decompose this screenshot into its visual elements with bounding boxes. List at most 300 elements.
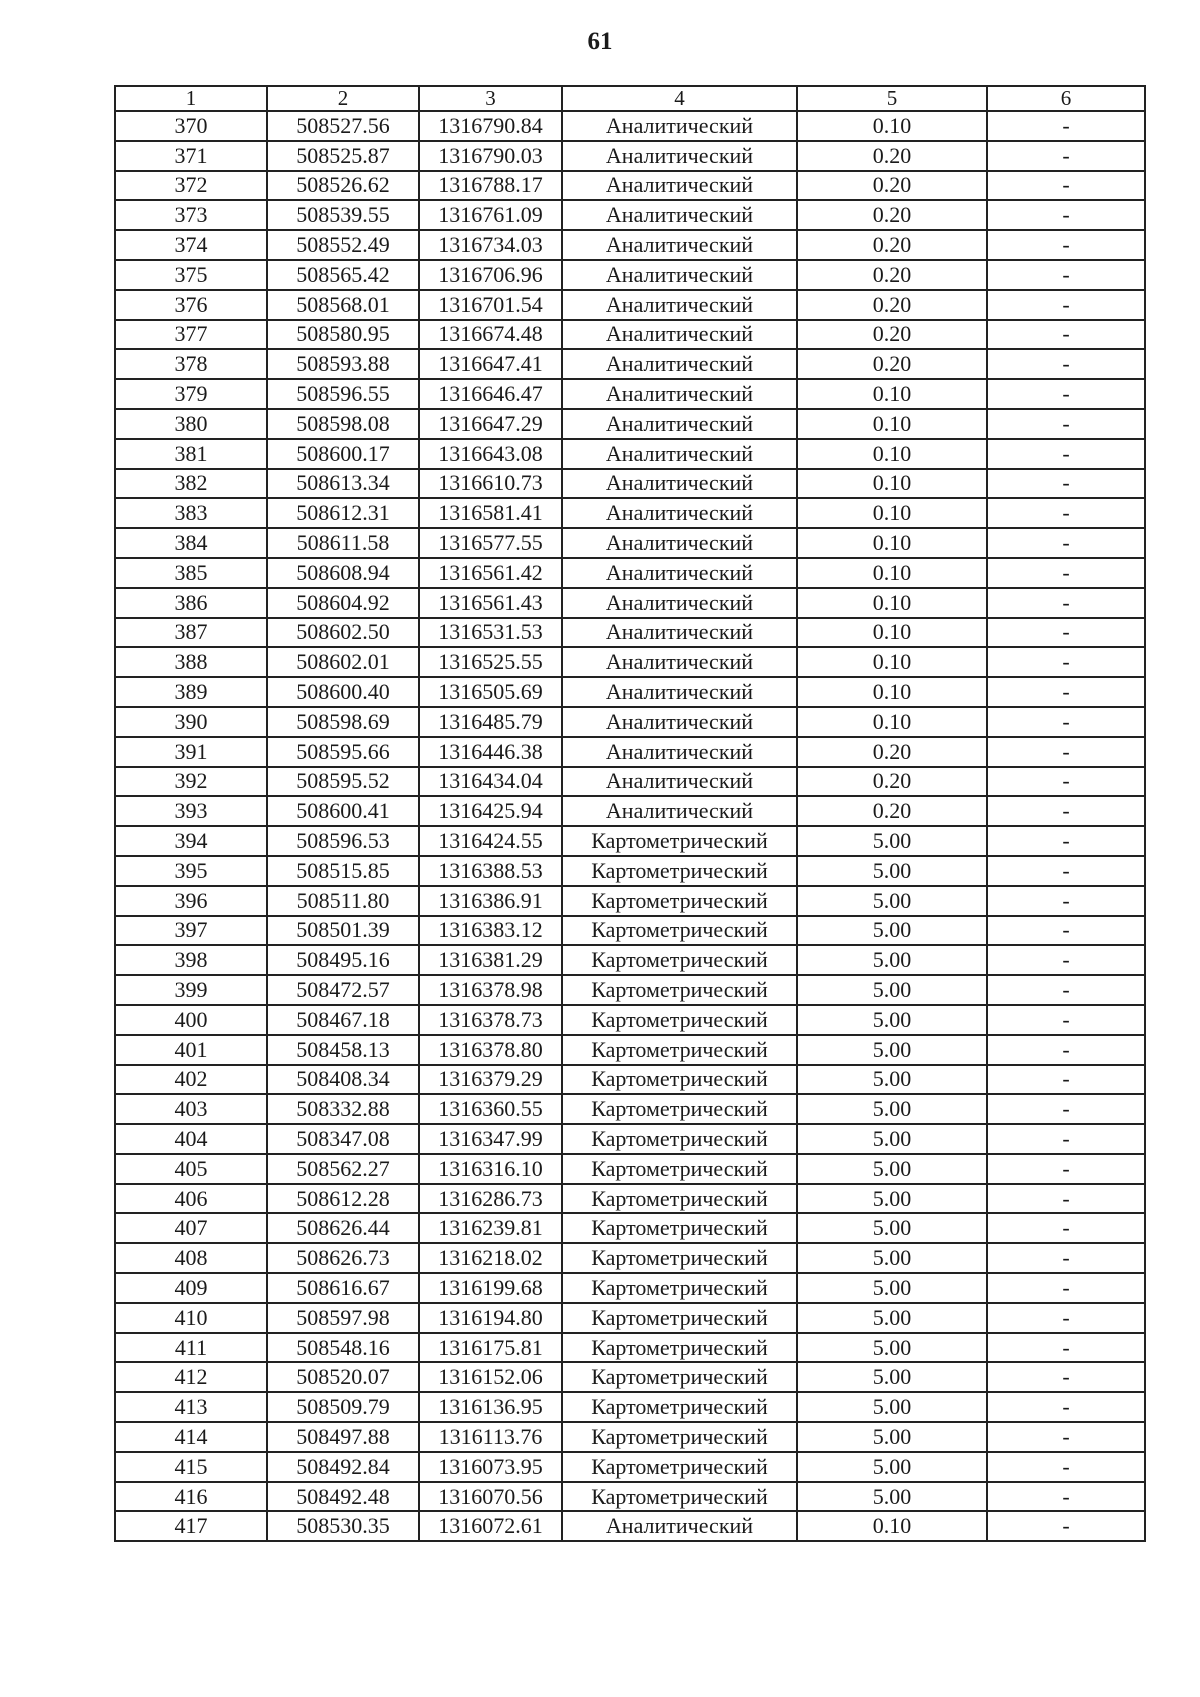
table-cell: Аналитический: [562, 320, 797, 350]
table-cell: Аналитический: [562, 647, 797, 677]
table-cell: 508600.17: [267, 439, 419, 469]
table-cell: 394: [115, 826, 267, 856]
table-cell: 400: [115, 1005, 267, 1035]
table-row: [115, 1035, 1145, 1065]
table-cell: 1316561.42: [419, 558, 562, 588]
table-cell: 379: [115, 379, 267, 409]
table-cell: -: [987, 975, 1145, 1005]
table-cell: 508408.34: [267, 1065, 419, 1095]
table-row: [115, 707, 1145, 737]
coordinates-table: [114, 85, 1146, 1542]
table-cell: 1316647.29: [419, 409, 562, 439]
table-cell: -: [987, 1154, 1145, 1184]
table-cell: -: [987, 588, 1145, 618]
table-cell: 376: [115, 290, 267, 320]
table-cell: Картометрический: [562, 1094, 797, 1124]
table-cell: Картометрический: [562, 1422, 797, 1452]
table-cell: 410: [115, 1303, 267, 1333]
table-cell: 0.20: [797, 767, 987, 797]
table-cell: Картометрический: [562, 1452, 797, 1482]
table-cell: 508597.98: [267, 1303, 419, 1333]
table-cell: 1316136.95: [419, 1392, 562, 1422]
table-cell: 1316360.55: [419, 1094, 562, 1124]
column-header: 6: [987, 86, 1145, 111]
table-cell: 1316788.17: [419, 171, 562, 201]
table-cell: 388: [115, 647, 267, 677]
table-row: [115, 588, 1145, 618]
table-cell: 0.10: [797, 1511, 987, 1541]
page-number: 61: [587, 28, 613, 55]
table-cell: 508492.48: [267, 1482, 419, 1512]
table-cell: 396: [115, 886, 267, 916]
table-cell: 508612.28: [267, 1184, 419, 1214]
table-cell: 1316070.56: [419, 1482, 562, 1512]
table-row: [115, 171, 1145, 201]
table-cell: Аналитический: [562, 767, 797, 797]
table-row: [115, 349, 1145, 379]
table-cell: Картометрический: [562, 975, 797, 1005]
table-cell: 1316790.84: [419, 111, 562, 141]
table-cell: 508626.73: [267, 1243, 419, 1273]
table-cell: Картометрический: [562, 1035, 797, 1065]
table-body: [115, 111, 1145, 1541]
table-cell: -: [987, 886, 1145, 916]
table-cell: 409: [115, 1273, 267, 1303]
table-cell: Картометрический: [562, 826, 797, 856]
table-cell: Аналитический: [562, 200, 797, 230]
table-cell: 402: [115, 1065, 267, 1095]
table-cell: 0.10: [797, 379, 987, 409]
table-cell: 508332.88: [267, 1094, 419, 1124]
table-row: [115, 498, 1145, 528]
table-cell: 383: [115, 498, 267, 528]
table-row: [115, 796, 1145, 826]
table-cell: Картометрический: [562, 1482, 797, 1512]
table-cell: 1316577.55: [419, 528, 562, 558]
table-cell: 374: [115, 230, 267, 260]
column-header: 4: [562, 86, 797, 111]
table-row: [115, 1333, 1145, 1363]
table-cell: 5.00: [797, 1213, 987, 1243]
table-cell: 508608.94: [267, 558, 419, 588]
table-cell: Аналитический: [562, 677, 797, 707]
table-cell: 5.00: [797, 1094, 987, 1124]
table-cell: 508495.16: [267, 945, 419, 975]
table-cell: Картометрический: [562, 1243, 797, 1273]
table-cell: 508509.79: [267, 1392, 419, 1422]
table-cell: 1316379.29: [419, 1065, 562, 1095]
table-cell: 382: [115, 469, 267, 499]
column-header: 3: [419, 86, 562, 111]
table-cell: 508595.52: [267, 767, 419, 797]
table-cell: -: [987, 856, 1145, 886]
table-cell: 508596.53: [267, 826, 419, 856]
table-cell: -: [987, 1422, 1145, 1452]
table-cell: 417: [115, 1511, 267, 1541]
table-cell: 508602.50: [267, 618, 419, 648]
table-cell: 0.20: [797, 290, 987, 320]
table-cell: Картометрический: [562, 1213, 797, 1243]
table-row: [115, 320, 1145, 350]
table-cell: 0.10: [797, 707, 987, 737]
table-cell: 508568.01: [267, 290, 419, 320]
table-row: [115, 826, 1145, 856]
table-cell: 1316239.81: [419, 1213, 562, 1243]
table-cell: 412: [115, 1362, 267, 1392]
table-row: [115, 260, 1145, 290]
table-cell: 403: [115, 1094, 267, 1124]
table-cell: 380: [115, 409, 267, 439]
table-row: [115, 1422, 1145, 1452]
table-cell: 508530.35: [267, 1511, 419, 1541]
table-cell: 508548.16: [267, 1333, 419, 1363]
table-cell: 1316434.04: [419, 767, 562, 797]
table-row: [115, 886, 1145, 916]
table-cell: 1316199.68: [419, 1273, 562, 1303]
table-cell: 373: [115, 200, 267, 230]
table-row: [115, 856, 1145, 886]
table-cell: 1316610.73: [419, 469, 562, 499]
table-cell: 378: [115, 349, 267, 379]
table-cell: Картометрический: [562, 1005, 797, 1035]
table-cell: 0.10: [797, 588, 987, 618]
table-cell: -: [987, 230, 1145, 260]
table-cell: 0.10: [797, 439, 987, 469]
table-cell: 508595.66: [267, 737, 419, 767]
table-cell: 1316561.43: [419, 588, 562, 618]
table-cell: 508347.08: [267, 1124, 419, 1154]
table-cell: Аналитический: [562, 141, 797, 171]
table-cell: 508598.69: [267, 707, 419, 737]
table-cell: 1316218.02: [419, 1243, 562, 1273]
table-cell: Картометрический: [562, 856, 797, 886]
table-cell: 5.00: [797, 1184, 987, 1214]
table-cell: Картометрический: [562, 886, 797, 916]
table-cell: 1316647.41: [419, 349, 562, 379]
table-cell: -: [987, 171, 1145, 201]
table-cell: 508552.49: [267, 230, 419, 260]
table-row: [115, 647, 1145, 677]
table-cell: 5.00: [797, 1035, 987, 1065]
table-cell: Аналитический: [562, 1511, 797, 1541]
table-cell: 407: [115, 1213, 267, 1243]
table-row: [115, 558, 1145, 588]
table-cell: Аналитический: [562, 439, 797, 469]
table-cell: 0.10: [797, 618, 987, 648]
table-cell: -: [987, 945, 1145, 975]
table-row: [115, 528, 1145, 558]
table-cell: Аналитический: [562, 707, 797, 737]
table-row: [115, 1482, 1145, 1512]
table-cell: -: [987, 320, 1145, 350]
table-cell: 508565.42: [267, 260, 419, 290]
table-row: [115, 1184, 1145, 1214]
table-cell: 0.20: [797, 171, 987, 201]
table-cell: 508458.13: [267, 1035, 419, 1065]
table-cell: 1316531.53: [419, 618, 562, 648]
table-row: [115, 1005, 1145, 1035]
table-cell: 1316643.08: [419, 439, 562, 469]
table-cell: 5.00: [797, 1362, 987, 1392]
table-cell: Аналитический: [562, 618, 797, 648]
table-cell: 385: [115, 558, 267, 588]
table-row: [115, 1065, 1145, 1095]
table-cell: 390: [115, 707, 267, 737]
table-row: [115, 230, 1145, 260]
table-cell: 392: [115, 767, 267, 797]
table-cell: Картометрический: [562, 1303, 797, 1333]
table-row: [115, 1243, 1145, 1273]
table-cell: -: [987, 1452, 1145, 1482]
table-cell: Аналитический: [562, 349, 797, 379]
table-cell: Аналитический: [562, 737, 797, 767]
table-cell: 414: [115, 1422, 267, 1452]
table-cell: Аналитический: [562, 528, 797, 558]
table-cell: 508515.85: [267, 856, 419, 886]
table-cell: -: [987, 1124, 1145, 1154]
table-cell: 395: [115, 856, 267, 886]
table-cell: 5.00: [797, 1124, 987, 1154]
table-cell: 5.00: [797, 1333, 987, 1363]
table-cell: -: [987, 200, 1145, 230]
column-header: 1: [115, 86, 267, 111]
table-cell: Картометрический: [562, 1154, 797, 1184]
table-cell: 416: [115, 1482, 267, 1512]
table-row: [115, 439, 1145, 469]
table-cell: 1316424.55: [419, 826, 562, 856]
table-cell: 1316790.03: [419, 141, 562, 171]
table-row: [115, 1154, 1145, 1184]
table-cell: 5.00: [797, 1065, 987, 1095]
table-cell: 5.00: [797, 856, 987, 886]
table-cell: 391: [115, 737, 267, 767]
table-cell: 381: [115, 439, 267, 469]
table-cell: Аналитический: [562, 230, 797, 260]
table-cell: Аналитический: [562, 111, 797, 141]
table-cell: 0.20: [797, 141, 987, 171]
table-cell: 398: [115, 945, 267, 975]
table-cell: 508593.88: [267, 349, 419, 379]
table-row: [115, 677, 1145, 707]
table-row: [115, 409, 1145, 439]
table-cell: -: [987, 111, 1145, 141]
table-cell: -: [987, 1213, 1145, 1243]
table-cell: -: [987, 1482, 1145, 1512]
table-cell: 405: [115, 1154, 267, 1184]
table-cell: Картометрический: [562, 1065, 797, 1095]
table-cell: 508612.31: [267, 498, 419, 528]
table-cell: 5.00: [797, 1303, 987, 1333]
table-cell: 372: [115, 171, 267, 201]
table-cell: -: [987, 737, 1145, 767]
table-cell: 5.00: [797, 886, 987, 916]
table-row: [115, 737, 1145, 767]
table-cell: 1316072.61: [419, 1511, 562, 1541]
table-cell: 0.10: [797, 409, 987, 439]
table-cell: 408: [115, 1243, 267, 1273]
table-cell: -: [987, 439, 1145, 469]
table-cell: 0.10: [797, 647, 987, 677]
table-row: [115, 1273, 1145, 1303]
table-cell: -: [987, 677, 1145, 707]
table-cell: 1316286.73: [419, 1184, 562, 1214]
table-cell: -: [987, 1333, 1145, 1363]
table-cell: 5.00: [797, 1243, 987, 1273]
table-cell: 1316316.10: [419, 1154, 562, 1184]
table-cell: 389: [115, 677, 267, 707]
table-row: [115, 618, 1145, 648]
table-cell: 387: [115, 618, 267, 648]
table-cell: 1316706.96: [419, 260, 562, 290]
table-row: [115, 379, 1145, 409]
table-cell: 5.00: [797, 1392, 987, 1422]
table-row: [115, 141, 1145, 171]
table-cell: -: [987, 826, 1145, 856]
table-cell: 5.00: [797, 1154, 987, 1184]
table-cell: 508598.08: [267, 409, 419, 439]
table-cell: 1316175.81: [419, 1333, 562, 1363]
table-cell: 508527.56: [267, 111, 419, 141]
table-cell: 5.00: [797, 1273, 987, 1303]
table-cell: 5.00: [797, 916, 987, 946]
table-cell: Аналитический: [562, 171, 797, 201]
table-cell: 5.00: [797, 1005, 987, 1035]
table-cell: -: [987, 707, 1145, 737]
table-cell: 1316505.69: [419, 677, 562, 707]
table-header: [115, 86, 1145, 111]
table-cell: 1316581.41: [419, 498, 562, 528]
table-row: [115, 1362, 1145, 1392]
table-cell: -: [987, 1303, 1145, 1333]
table-cell: 1316388.53: [419, 856, 562, 886]
table-cell: Аналитический: [562, 260, 797, 290]
table-row: [115, 975, 1145, 1005]
table-cell: -: [987, 409, 1145, 439]
table-cell: 5.00: [797, 945, 987, 975]
table-cell: 411: [115, 1333, 267, 1363]
table-cell: 508626.44: [267, 1213, 419, 1243]
table-cell: 0.20: [797, 737, 987, 767]
table-cell: 508467.18: [267, 1005, 419, 1035]
table-cell: Аналитический: [562, 558, 797, 588]
table-cell: -: [987, 1094, 1145, 1124]
table-cell: 0.20: [797, 349, 987, 379]
table-cell: Картометрический: [562, 1362, 797, 1392]
table-cell: -: [987, 1511, 1145, 1541]
table-cell: 508613.34: [267, 469, 419, 499]
table-row: [115, 1392, 1145, 1422]
table-cell: -: [987, 498, 1145, 528]
table-cell: 5.00: [797, 826, 987, 856]
table-cell: 386: [115, 588, 267, 618]
table-cell: 406: [115, 1184, 267, 1214]
table-cell: -: [987, 767, 1145, 797]
table-row: [115, 111, 1145, 141]
table-cell: 404: [115, 1124, 267, 1154]
table-cell: -: [987, 618, 1145, 648]
table-cell: 508492.84: [267, 1452, 419, 1482]
table-cell: 0.10: [797, 528, 987, 558]
table-cell: 5.00: [797, 1452, 987, 1482]
table-cell: 508472.57: [267, 975, 419, 1005]
table-cell: 508600.40: [267, 677, 419, 707]
table-cell: -: [987, 558, 1145, 588]
table-cell: 393: [115, 796, 267, 826]
table-cell: 508539.55: [267, 200, 419, 230]
table-cell: 0.10: [797, 111, 987, 141]
table-cell: Аналитический: [562, 588, 797, 618]
table-cell: 371: [115, 141, 267, 171]
table-cell: Картометрический: [562, 1392, 797, 1422]
table-cell: 508520.07: [267, 1362, 419, 1392]
table-cell: -: [987, 916, 1145, 946]
table-cell: 1316194.80: [419, 1303, 562, 1333]
header-row: [115, 86, 1145, 111]
table-row: [115, 1094, 1145, 1124]
table-cell: 5.00: [797, 1422, 987, 1452]
table-cell: 508526.62: [267, 171, 419, 201]
table-cell: 1316113.76: [419, 1422, 562, 1452]
table-cell: 1316152.06: [419, 1362, 562, 1392]
table-cell: 397: [115, 916, 267, 946]
table-cell: -: [987, 290, 1145, 320]
table-cell: -: [987, 379, 1145, 409]
table-cell: 508511.80: [267, 886, 419, 916]
table-cell: 508501.39: [267, 916, 419, 946]
table-cell: 0.20: [797, 260, 987, 290]
table-cell: 1316646.47: [419, 379, 562, 409]
table-cell: Картометрический: [562, 1184, 797, 1214]
table-cell: -: [987, 647, 1145, 677]
table-cell: Картометрический: [562, 945, 797, 975]
table-cell: 1316485.79: [419, 707, 562, 737]
table-cell: 1316674.48: [419, 320, 562, 350]
table-cell: -: [987, 1392, 1145, 1422]
table-cell: 1316381.29: [419, 945, 562, 975]
table-cell: -: [987, 469, 1145, 499]
table-cell: Картометрический: [562, 1273, 797, 1303]
table-cell: 415: [115, 1452, 267, 1482]
table-cell: 1316383.12: [419, 916, 562, 946]
table-cell: 508604.92: [267, 588, 419, 618]
table-cell: 508611.58: [267, 528, 419, 558]
table-cell: 0.10: [797, 677, 987, 707]
table-cell: -: [987, 1184, 1145, 1214]
table-cell: 401: [115, 1035, 267, 1065]
table-row: [115, 200, 1145, 230]
table-cell: 1316761.09: [419, 200, 562, 230]
table-cell: 1316073.95: [419, 1452, 562, 1482]
table-cell: Аналитический: [562, 498, 797, 528]
table-cell: 0.20: [797, 230, 987, 260]
table-cell: 377: [115, 320, 267, 350]
table-cell: 508497.88: [267, 1422, 419, 1452]
table-row: [115, 290, 1145, 320]
table-cell: 375: [115, 260, 267, 290]
table-cell: Картометрический: [562, 916, 797, 946]
table-cell: -: [987, 1273, 1145, 1303]
table-cell: 1316378.80: [419, 1035, 562, 1065]
table-cell: 1316378.73: [419, 1005, 562, 1035]
table-cell: 1316425.94: [419, 796, 562, 826]
table-cell: Аналитический: [562, 409, 797, 439]
table-cell: 5.00: [797, 1482, 987, 1512]
table-cell: -: [987, 349, 1145, 379]
table-cell: -: [987, 1243, 1145, 1273]
table-row: [115, 1511, 1145, 1541]
table-cell: Картометрический: [562, 1333, 797, 1363]
table-cell: 370: [115, 111, 267, 141]
